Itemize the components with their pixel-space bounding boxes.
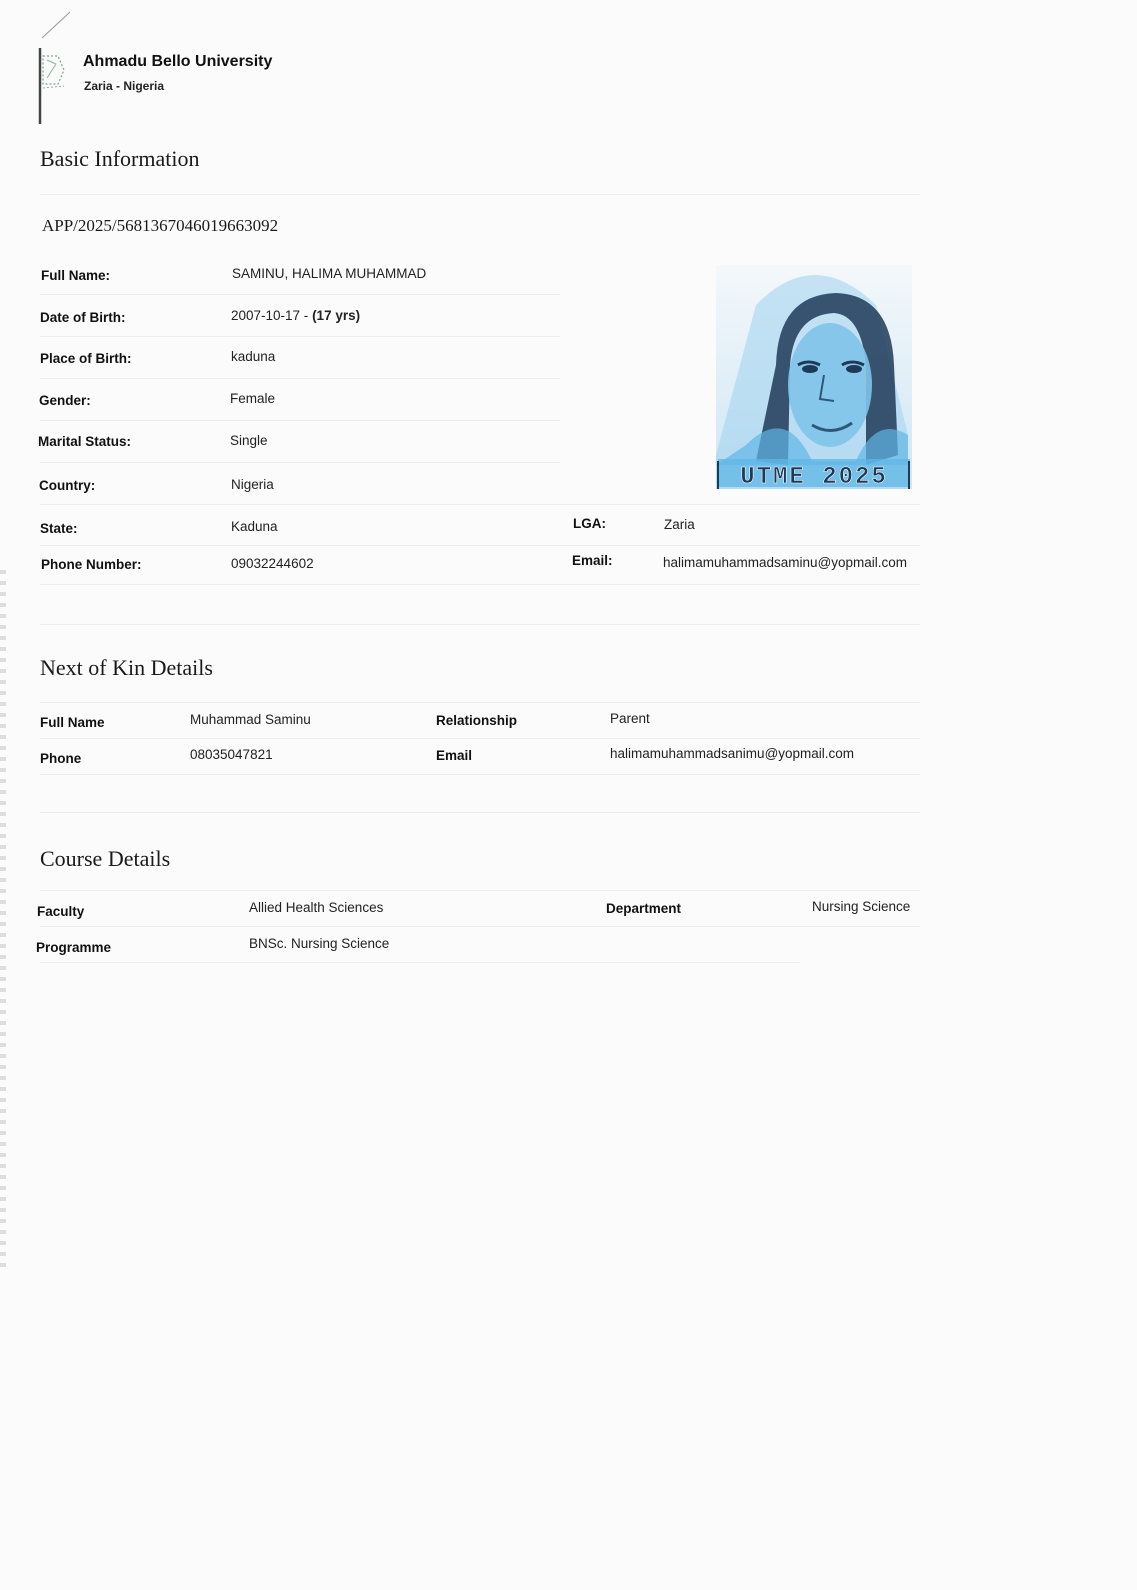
- faculty-value: Allied Health Sciences: [249, 900, 384, 915]
- photo-stamp: UTME 2025: [740, 464, 888, 489]
- kin-name-label: Full Name: [40, 715, 105, 730]
- kin-relationship-value: Parent: [610, 711, 650, 726]
- row-divider: [40, 890, 920, 891]
- row-divider: [40, 812, 920, 813]
- kin-name-value: Muhammad Saminu: [190, 712, 311, 727]
- programme-label: Programme: [36, 940, 112, 955]
- age-value: (17 yrs): [312, 308, 361, 323]
- gender-label: Gender:: [39, 393, 91, 408]
- row-divider: [40, 926, 920, 927]
- full-name-value: SAMINU, HALIMA MUHAMMAD: [232, 266, 427, 281]
- university-location: Zaria - Nigeria: [84, 79, 165, 93]
- row-divider: [40, 420, 560, 421]
- university-name: Ahmadu Bello University: [83, 53, 273, 70]
- row-divider: [40, 702, 920, 703]
- lga-label: LGA:: [573, 516, 606, 531]
- dob-value: [231, 308, 360, 323]
- state-value: Kaduna: [231, 519, 278, 534]
- dob-label: Date of Birth:: [40, 310, 126, 325]
- divider: [40, 194, 920, 195]
- row-divider: [40, 462, 560, 463]
- country-label: Country:: [39, 478, 96, 493]
- email-label: Email:: [572, 553, 613, 568]
- kin-phone-value: 08035047821: [190, 747, 273, 762]
- faculty-label: Faculty: [37, 904, 85, 919]
- course-details-heading: Course Details: [40, 846, 171, 871]
- kin-email-value: halimamuhammadsanimu@yopmail.com: [610, 746, 855, 761]
- programme-value: BNSc. Nursing Science: [249, 936, 390, 951]
- marital-status-label: Marital Status:: [38, 434, 132, 449]
- row-divider: [40, 294, 560, 295]
- passport-photo: [716, 265, 912, 489]
- kin-relationship-label: Relationship: [436, 713, 518, 728]
- next-of-kin-heading: Next of Kin Details: [40, 655, 213, 680]
- row-divider: [40, 545, 920, 546]
- kin-phone-label: Phone: [40, 751, 82, 766]
- row-divider: [40, 336, 560, 337]
- row-divider: [40, 962, 800, 963]
- university-logo-icon: [34, 8, 78, 126]
- lga-value: Zaria: [664, 517, 695, 532]
- row-divider: [40, 738, 920, 739]
- row-divider: [40, 774, 920, 775]
- gender-value: Female: [230, 391, 276, 406]
- phone-number-label: Phone Number:: [41, 557, 142, 572]
- row-divider: [40, 504, 920, 505]
- row-divider: [40, 584, 920, 585]
- marital-status-value: Single: [230, 433, 268, 448]
- dob-date: 2007-10-17 -: [231, 308, 313, 323]
- state-label: State:: [40, 521, 78, 536]
- email-value: halimamuhammadsaminu@yopmail.com: [663, 555, 908, 570]
- full-name-label: Full Name:: [41, 268, 111, 283]
- kin-email-label: Email: [436, 748, 473, 763]
- phone-number-value: 09032244602: [231, 556, 314, 571]
- pob-value: kaduna: [231, 349, 276, 364]
- application-number: APP/2025/5681367046019663092: [42, 216, 279, 235]
- department-label: Department: [606, 901, 682, 916]
- row-divider: [40, 624, 920, 625]
- row-divider: [40, 378, 560, 379]
- country-value: Nigeria: [231, 477, 274, 492]
- department-value: Nursing Science: [812, 899, 911, 914]
- scan-edge-mark: [0, 570, 6, 1270]
- pob-label: Place of Birth:: [40, 351, 132, 366]
- basic-info-heading: Basic Information: [40, 146, 200, 171]
